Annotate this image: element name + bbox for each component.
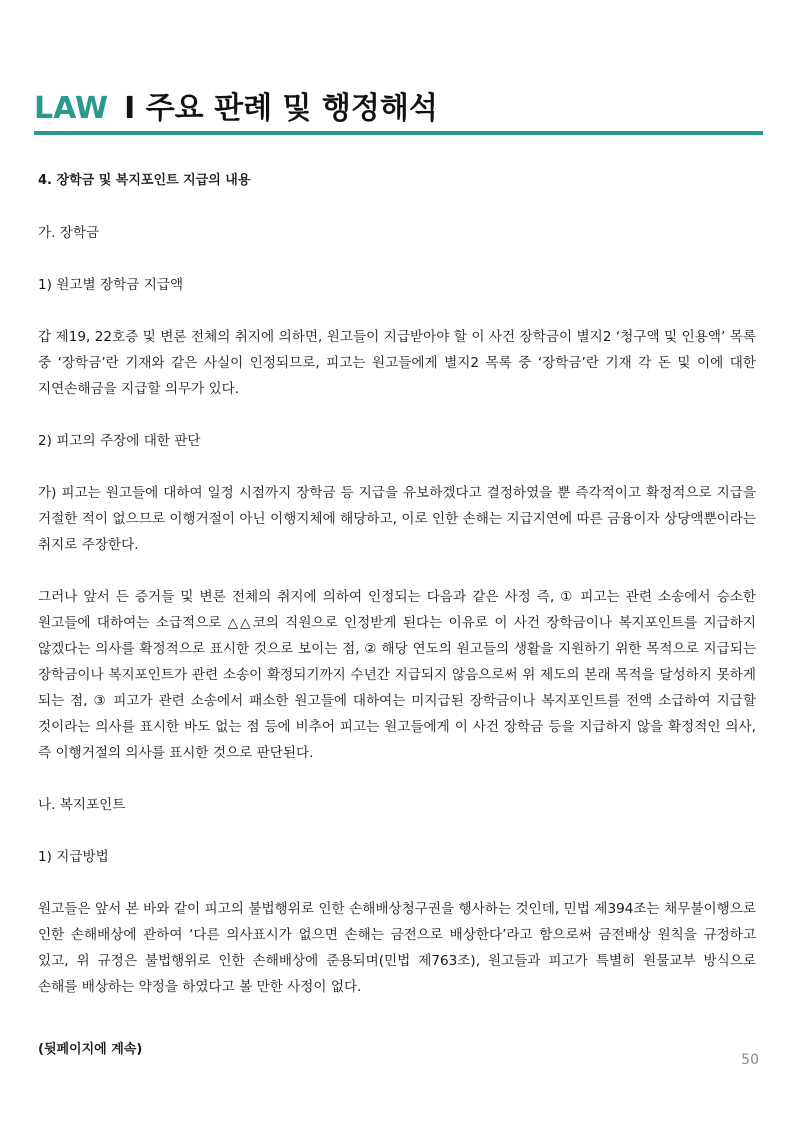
paragraph-2: 가) 피고는 원고들에 대하여 일정 시점까지 장학금 등 지급을 유보하겠다고 결정하였을 뿐 즉각적이고 확정적으로 지급을 거절한 적이 없으므로 이행거절이 아닌 이행지체에 해당하고, 이로 인한 손해는 지급지연에 따른 금융이자 상당액뿐이라는 취지로 주장한다. [38, 485, 756, 553]
paragraph-1: 갑 제19, 22호증 및 변론 전체의 취지에 의하면, 원고들이 지급받아야 할 이 사건 장학금이 별지2 ‘청구액 및 인용액’ 목록 중 ‘장학금’란 기재와 같은 사실이 인정되므로, 피고는 원고들에게 별지2 목록 중 ‘장학금’란 기재 각 돈 및 이에 대한 지연손해금을 지급할 의무가 있다. [38, 329, 756, 397]
page-header [34, 86, 763, 132]
subheading-defendant-claim: 2) 피고의 주장에 대한 판단 [38, 433, 201, 449]
subheading-payment-method: 1) 지급방법 [38, 849, 109, 865]
subheading-welfare-points: 나. 복지포인트 [38, 797, 126, 813]
paragraph-3: 그러나 앞서 든 증거들 및 변론 전체의 취지에 의하여 인정되는 다음과 같은 사정 즉, ① 피고는 관련 소송에서 승소한 원고들에 대하여는 소급적으로 △△코의 직원으로 인정받게 된다는 이유로 이 사건 장학금이나 복지포인트를 지급하지 않겠다는 의사를 확정적으로 표시한 것으로 보이는 점, ② 해당 연도의 원고들의 생활을 지원하기 위한 목적으로 지급되는 장학금이나 복지포인트가 관련 소송이 확정되기까지 수년간 지급되지 않음으로써 위 제도의 본래 목적을 달성하지 못하게 되는 점, ③ 피고가 관련 소송에서 패소한 원고들에 대하여는 미지급된 장학금이나 복지포인트를 전액 소급하여 지급할 것이라는 의사를 표시한 바도 없는 점 등에 비추어 피고는 원고들에게 이 사건 장학금 등을 지급하지 않을 확정적인 의사, 즉 이행거절의 의사를 표시한 것으로 판단된다. [38, 589, 756, 761]
document-body [38, 168, 756, 1000]
subheading-scholarship: 가. 장학금 [38, 225, 100, 241]
header-divider [34, 131, 763, 135]
header-title-line [34, 86, 763, 132]
section-title: 4. 장학금 및 복지포인트 지급의 내용 [38, 173, 251, 188]
page-title: I 주요 판례 및 행정해석 [124, 91, 438, 126]
brand-label: LAW [34, 91, 109, 126]
paragraph-4: 원고들은 앞서 본 바와 같이 피고의 불법행위로 인한 손해배상청구권을 행사하는 것인데, 민법 제394조는 채무불이행으로 인한 손해배상에 관하여 ‘다른 의사표시가 없으면 손해는 금전으로 배상한다’라고 함으로써 금전배상 원칙을 규정하고 있고, 위 규정은 불법행위로 인한 손해배상에 준용되며(민법 제763조), 원고들과 피고가 특별히 원물교부 방식으로 손해를 배상하는 약정을 하였다고 볼 만한 사정이 없다. [38, 901, 756, 995]
page-number: 50 [741, 1052, 759, 1068]
subheading-scholarship-amount: 1) 원고별 장학금 지급액 [38, 277, 184, 293]
continuation-note: (뒷페이지에 계속) [38, 1042, 143, 1057]
